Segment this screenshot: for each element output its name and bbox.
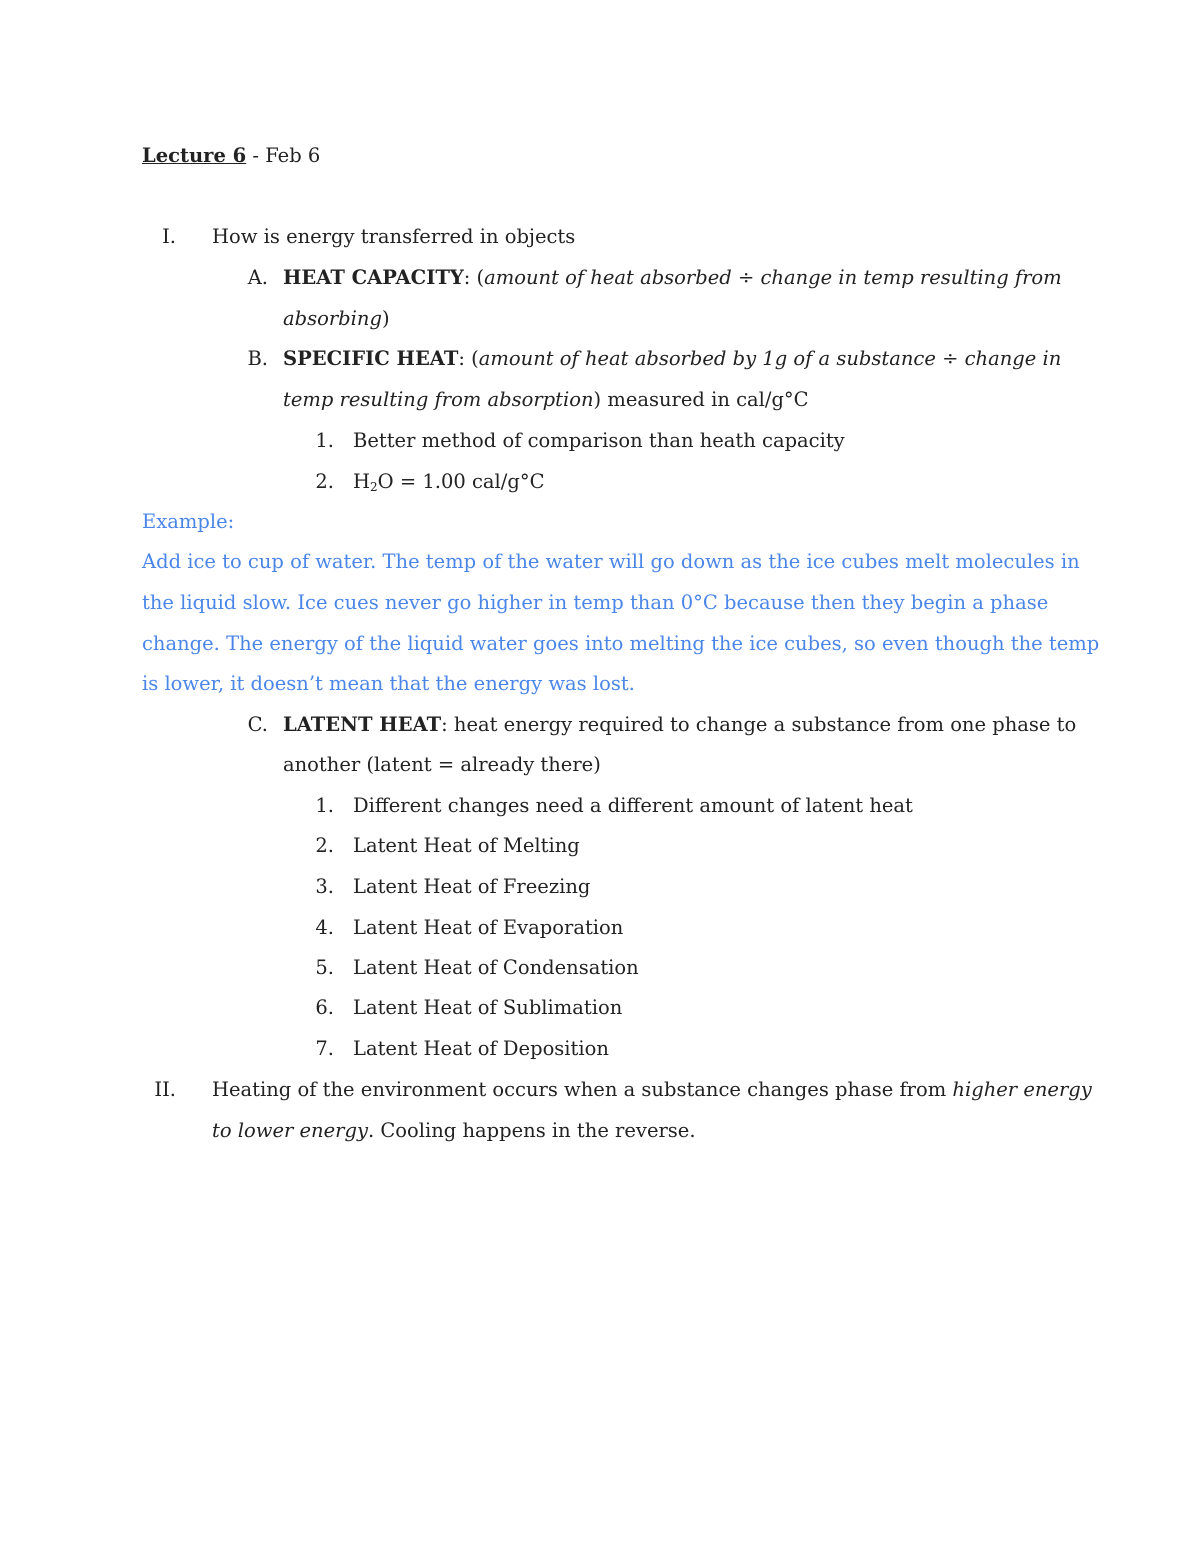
section-1-text: How is energy transferred in objects bbox=[212, 225, 576, 248]
heat-capacity-definition: amount of heat absorbed ÷ change in temp resulting from bbox=[484, 266, 1062, 289]
specific-heat-term: SPECIFIC HEAT bbox=[283, 347, 459, 370]
heat-capacity-line-1: HEAT CAPACITY: (amount of heat absorbed ÷ change in temp resulting from bbox=[283, 266, 1062, 289]
list-item: Latent Heat of Melting bbox=[353, 834, 580, 857]
list-number: 2. bbox=[315, 834, 334, 857]
section-2-line-1: Heating of the environment occurs when a substance changes phase from higher energy bbox=[212, 1078, 1092, 1101]
list-number: 3. bbox=[315, 875, 334, 898]
example-label: Example: bbox=[142, 510, 235, 533]
list-number: 6. bbox=[315, 996, 334, 1019]
list-item: Latent Heat of Sublimation bbox=[353, 996, 623, 1019]
list-item: Different changes need a different amount of latent heat bbox=[353, 794, 913, 817]
latent-heat-line-2: another (latent = already there) bbox=[283, 753, 601, 776]
list-item: Latent Heat of Evaporation bbox=[353, 916, 624, 939]
latent-heat-term: LATENT HEAT bbox=[283, 713, 442, 736]
section-2-line-2: to lower energy. Cooling happens in the reverse. bbox=[212, 1119, 696, 1142]
heat-capacity-term: HEAT CAPACITY bbox=[283, 266, 464, 289]
list-number: 4. bbox=[315, 916, 334, 939]
lecture-number: Lecture 6 bbox=[142, 144, 247, 167]
list-item: Better method of comparison than heath capacity bbox=[353, 429, 845, 452]
lecture-date: - Feb 6 bbox=[246, 144, 321, 167]
list-number: 5. bbox=[315, 956, 334, 979]
example-line: the liquid slow. Ice cues never go higher in temp than 0°C because then they begin a phase bbox=[142, 591, 1049, 614]
section-2-marker: II. bbox=[154, 1078, 176, 1101]
specific-heat-line-1: SPECIFIC HEAT: (amount of heat absorbed by 1g of a substance ÷ change in bbox=[283, 347, 1062, 370]
list-item: Latent Heat of Condensation bbox=[353, 956, 639, 979]
lecture-title bbox=[142, 143, 320, 169]
item-a-marker: A. bbox=[247, 266, 268, 289]
list-number: 1. bbox=[315, 794, 334, 817]
item-b-marker: B. bbox=[247, 347, 268, 370]
specific-heat-line-2: temp resulting from absorption) measured in cal/g°C bbox=[283, 388, 809, 411]
latent-heat-line-1: LATENT HEAT: heat energy required to change a substance from one phase to bbox=[283, 713, 1077, 736]
example-line: change. The energy of the liquid water goes into melting the ice cubes, so even though the temp bbox=[142, 632, 1100, 655]
list-item: $H_2O = 1.00$ cal/g°C bbox=[353, 470, 545, 494]
list-item: Latent Heat of Deposition bbox=[353, 1037, 609, 1060]
list-number: 7. bbox=[315, 1037, 334, 1060]
list-item: Latent Heat of Freezing bbox=[353, 875, 591, 898]
list-number: 2. bbox=[315, 470, 334, 493]
section-1-marker: I. bbox=[162, 225, 176, 248]
list-number: 1. bbox=[315, 429, 334, 452]
example-line: is lower, it doesn’t mean that the energy was lost. bbox=[142, 672, 635, 695]
example-line: Add ice to cup of water. The temp of the water will go down as the ice cubes melt molecules in bbox=[142, 550, 1080, 573]
item-c-marker: C. bbox=[247, 713, 268, 736]
heat-capacity-line-2: absorbing) bbox=[283, 307, 390, 330]
specific-heat-definition: amount of heat absorbed by 1g of a substance ÷ change in bbox=[478, 347, 1062, 370]
